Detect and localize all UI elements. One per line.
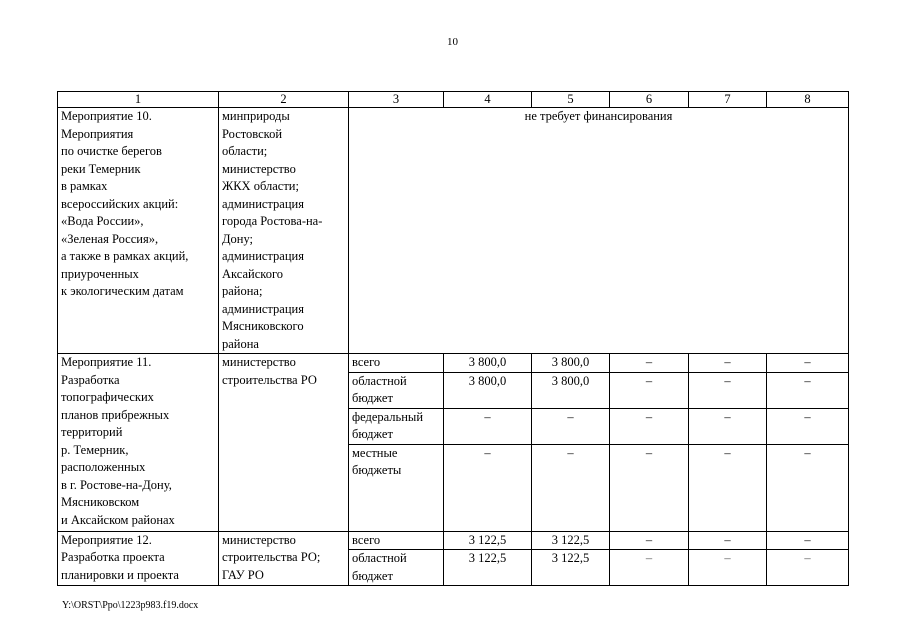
column-number: 5 bbox=[532, 92, 610, 108]
column-number: 2 bbox=[219, 92, 349, 108]
column-number: 3 bbox=[349, 92, 444, 108]
amount-cell: – bbox=[689, 354, 767, 373]
column-number: 6 bbox=[610, 92, 689, 108]
amount-cell: – bbox=[610, 372, 689, 408]
funding-source: федеральный бюджет bbox=[349, 408, 444, 444]
funding-source: местные бюджеты bbox=[349, 444, 444, 531]
program-table bbox=[57, 91, 849, 586]
amount-cell: 3 122,5 bbox=[444, 550, 532, 586]
amount-cell: – bbox=[532, 444, 610, 531]
amount-cell: – bbox=[444, 444, 532, 531]
amount-cell: – bbox=[610, 531, 689, 550]
table-row bbox=[58, 108, 849, 354]
amount-cell: – bbox=[767, 372, 849, 408]
amount-cell: 3 800,0 bbox=[532, 372, 610, 408]
amount-cell: – bbox=[767, 444, 849, 531]
amount-cell: – bbox=[767, 408, 849, 444]
amount-cell: 3 122,5 bbox=[532, 550, 610, 586]
column-number: 4 bbox=[444, 92, 532, 108]
activity-name: Мероприятие 12. Разработка проекта планировки и проекта bbox=[58, 531, 219, 586]
amount-cell: – bbox=[532, 408, 610, 444]
page-number: 10 bbox=[447, 36, 458, 48]
amount-cell: – bbox=[689, 372, 767, 408]
amount-cell: – bbox=[689, 408, 767, 444]
amount-cell: 3 800,0 bbox=[444, 354, 532, 373]
amount-cell: – bbox=[689, 550, 767, 586]
amount-cell: – bbox=[767, 550, 849, 586]
responsible-executor: минприроды Ростовской области; министерство ЖКХ области; администрация города Ростова-на- Дону; администрация Аксайского района; администрация Мясниковского района bbox=[219, 108, 349, 354]
amount-cell: – bbox=[689, 531, 767, 550]
amount-cell: – bbox=[689, 444, 767, 531]
column-number: 8 bbox=[767, 92, 849, 108]
responsible-executor: министерство строительства РО; ГАУ РО bbox=[219, 531, 349, 586]
funding-source: всего bbox=[349, 531, 444, 550]
amount-cell: – bbox=[610, 444, 689, 531]
column-number: 1 bbox=[58, 92, 219, 108]
file-path-footer: Y:\ORST\Ppo\1223p983.f19.docx bbox=[62, 600, 199, 611]
funding-source: областной бюджет bbox=[349, 372, 444, 408]
table-row bbox=[58, 354, 849, 373]
column-number: 7 bbox=[689, 92, 767, 108]
amount-cell: – bbox=[767, 354, 849, 373]
column-number-row bbox=[58, 92, 849, 108]
activity-name: Мероприятие 11. Разработка топографических планов прибрежных территорий р. Темерник, расположенных в г. Ростове-на-Дону, Мясниковском и Аксайском районах bbox=[58, 354, 219, 532]
amount-cell: 3 122,5 bbox=[444, 531, 532, 550]
amount-cell: 3 800,0 bbox=[532, 354, 610, 373]
activity-name: Мероприятие 10. Мероприятия по очистке берегов реки Темерник в рамках всероссийских акций: «Вода России», «Зеленая Россия», а также в рамках акций, приуроченных к экологическим датам bbox=[58, 108, 219, 354]
financing-note: не требует финансирования bbox=[349, 108, 849, 354]
funding-source: всего bbox=[349, 354, 444, 373]
table-row bbox=[58, 531, 849, 550]
funding-source: областной бюджет bbox=[349, 550, 444, 586]
amount-cell: 3 800,0 bbox=[444, 372, 532, 408]
amount-cell: – bbox=[610, 550, 689, 586]
amount-cell: – bbox=[444, 408, 532, 444]
amount-cell: – bbox=[610, 408, 689, 444]
amount-cell: – bbox=[767, 531, 849, 550]
amount-cell: 3 122,5 bbox=[532, 531, 610, 550]
amount-cell: – bbox=[610, 354, 689, 373]
responsible-executor: министерство строительства РО bbox=[219, 354, 349, 532]
